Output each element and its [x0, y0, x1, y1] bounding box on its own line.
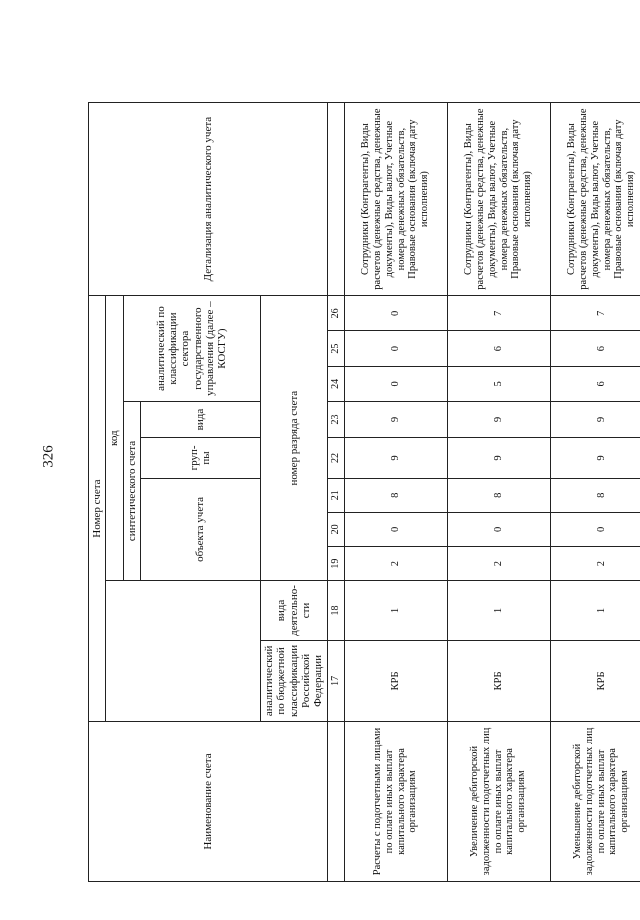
budget-classification-cell: КРБ — [550, 640, 640, 721]
account-object-digit: 2 — [550, 546, 640, 580]
account-object-digit: 0 — [447, 512, 550, 546]
page-number: 326 — [40, 445, 57, 468]
kind-digit: 9 — [447, 401, 550, 437]
activity-type-cell: 1 — [550, 581, 640, 641]
table-row — [550, 103, 640, 882]
header-activity-type: вида деятельно-сти — [260, 581, 327, 641]
account-name-cell: Увеличение дебиторской задолженности подотчетных лиц по оплате иных выплат капитального характера организациям — [447, 721, 550, 881]
column-number: 26 — [327, 296, 344, 331]
column-number-blank-left — [327, 721, 344, 881]
kosgu-digit: 6 — [550, 331, 640, 366]
rotated-table-container — [88, 102, 636, 882]
header-group: груп-пы — [140, 438, 260, 479]
detail-cell: Сотрудники (Контрагенты), Виды расчетов (денежные средства, денежные документы), Виды валют, Учетные номера денежных обязательств, Правовые основания (включая дату исполнения) — [344, 103, 447, 296]
header-row-1 — [89, 103, 106, 882]
table-row — [447, 103, 550, 882]
table-row — [344, 103, 447, 882]
activity-type-cell: 1 — [447, 581, 550, 641]
account-object-digit: 8 — [550, 478, 640, 512]
kosgu-digit: 5 — [447, 366, 550, 401]
kosgu-digit: 0 — [344, 331, 447, 366]
column-number: 17 — [327, 640, 344, 721]
header-code-left-blank — [106, 581, 261, 722]
kosgu-digit: 0 — [344, 296, 447, 331]
header-code: код — [106, 296, 123, 581]
header-kind: вида — [140, 401, 260, 437]
column-number-blank-right — [327, 103, 344, 296]
account-table — [88, 102, 640, 882]
kosgu-digit: 0 — [344, 366, 447, 401]
header-synthetic-account: синтетического счета — [123, 401, 140, 580]
header-digit-number: номер разряда счета — [260, 296, 327, 581]
header-kosgu: аналитический по классификации сектора государственного управления (далее – КОСГУ) — [123, 296, 260, 402]
column-number-row — [327, 103, 344, 882]
kosgu-digit: 7 — [447, 296, 550, 331]
kosgu-digit: 7 — [550, 296, 640, 331]
header-account-number: Номер счета — [89, 296, 106, 722]
group-digit: 9 — [447, 438, 550, 479]
header-account-name: Наименование счета — [89, 721, 328, 881]
detail-cell: Сотрудники (Контрагенты), Виды расчетов (денежные средства, денежные документы), Виды валют, Учетные номера денежных обязательств, Правовые основания (включая дату исполнения) — [550, 103, 640, 296]
column-number: 24 — [327, 366, 344, 401]
group-digit: 9 — [550, 438, 640, 479]
column-number: 22 — [327, 438, 344, 479]
group-digit: 9 — [344, 438, 447, 479]
column-number: 25 — [327, 331, 344, 366]
activity-type-cell: 1 — [344, 581, 447, 641]
kind-digit: 9 — [550, 401, 640, 437]
budget-classification-cell: КРБ — [447, 640, 550, 721]
header-detail: Детализация аналитического учета — [89, 103, 328, 296]
column-number: 20 — [327, 512, 344, 546]
account-object-digit: 0 — [344, 512, 447, 546]
kosgu-digit: 6 — [447, 331, 550, 366]
account-name-cell: Расчеты с подотчетными лицами по оплате иных выплат капитального характера организациям — [344, 721, 447, 881]
account-object-digit: 2 — [447, 546, 550, 580]
kind-digit: 9 — [344, 401, 447, 437]
column-number: 23 — [327, 401, 344, 437]
kosgu-digit: 6 — [550, 366, 640, 401]
header-budget-classification: аналитический по бюджетной классификации Российской Федерации — [260, 640, 327, 721]
account-object-digit: 8 — [447, 478, 550, 512]
header-account-object: объекта учета — [140, 478, 260, 580]
column-number: 19 — [327, 546, 344, 580]
budget-classification-cell: КРБ — [344, 640, 447, 721]
account-object-digit: 8 — [344, 478, 447, 512]
account-object-digit: 0 — [550, 512, 640, 546]
column-number: 21 — [327, 478, 344, 512]
detail-cell: Сотрудники (Контрагенты), Виды расчетов (денежные средства, денежные документы), Виды валют, Учетные номера денежных обязательств, Правовые основания (включая дату исполнения) — [447, 103, 550, 296]
account-object-digit: 2 — [344, 546, 447, 580]
account-name-cell: Уменьшение дебиторской задолженности подотчетных лиц по оплате иных выплат капитального характера организациям — [550, 721, 640, 881]
column-number: 18 — [327, 581, 344, 641]
